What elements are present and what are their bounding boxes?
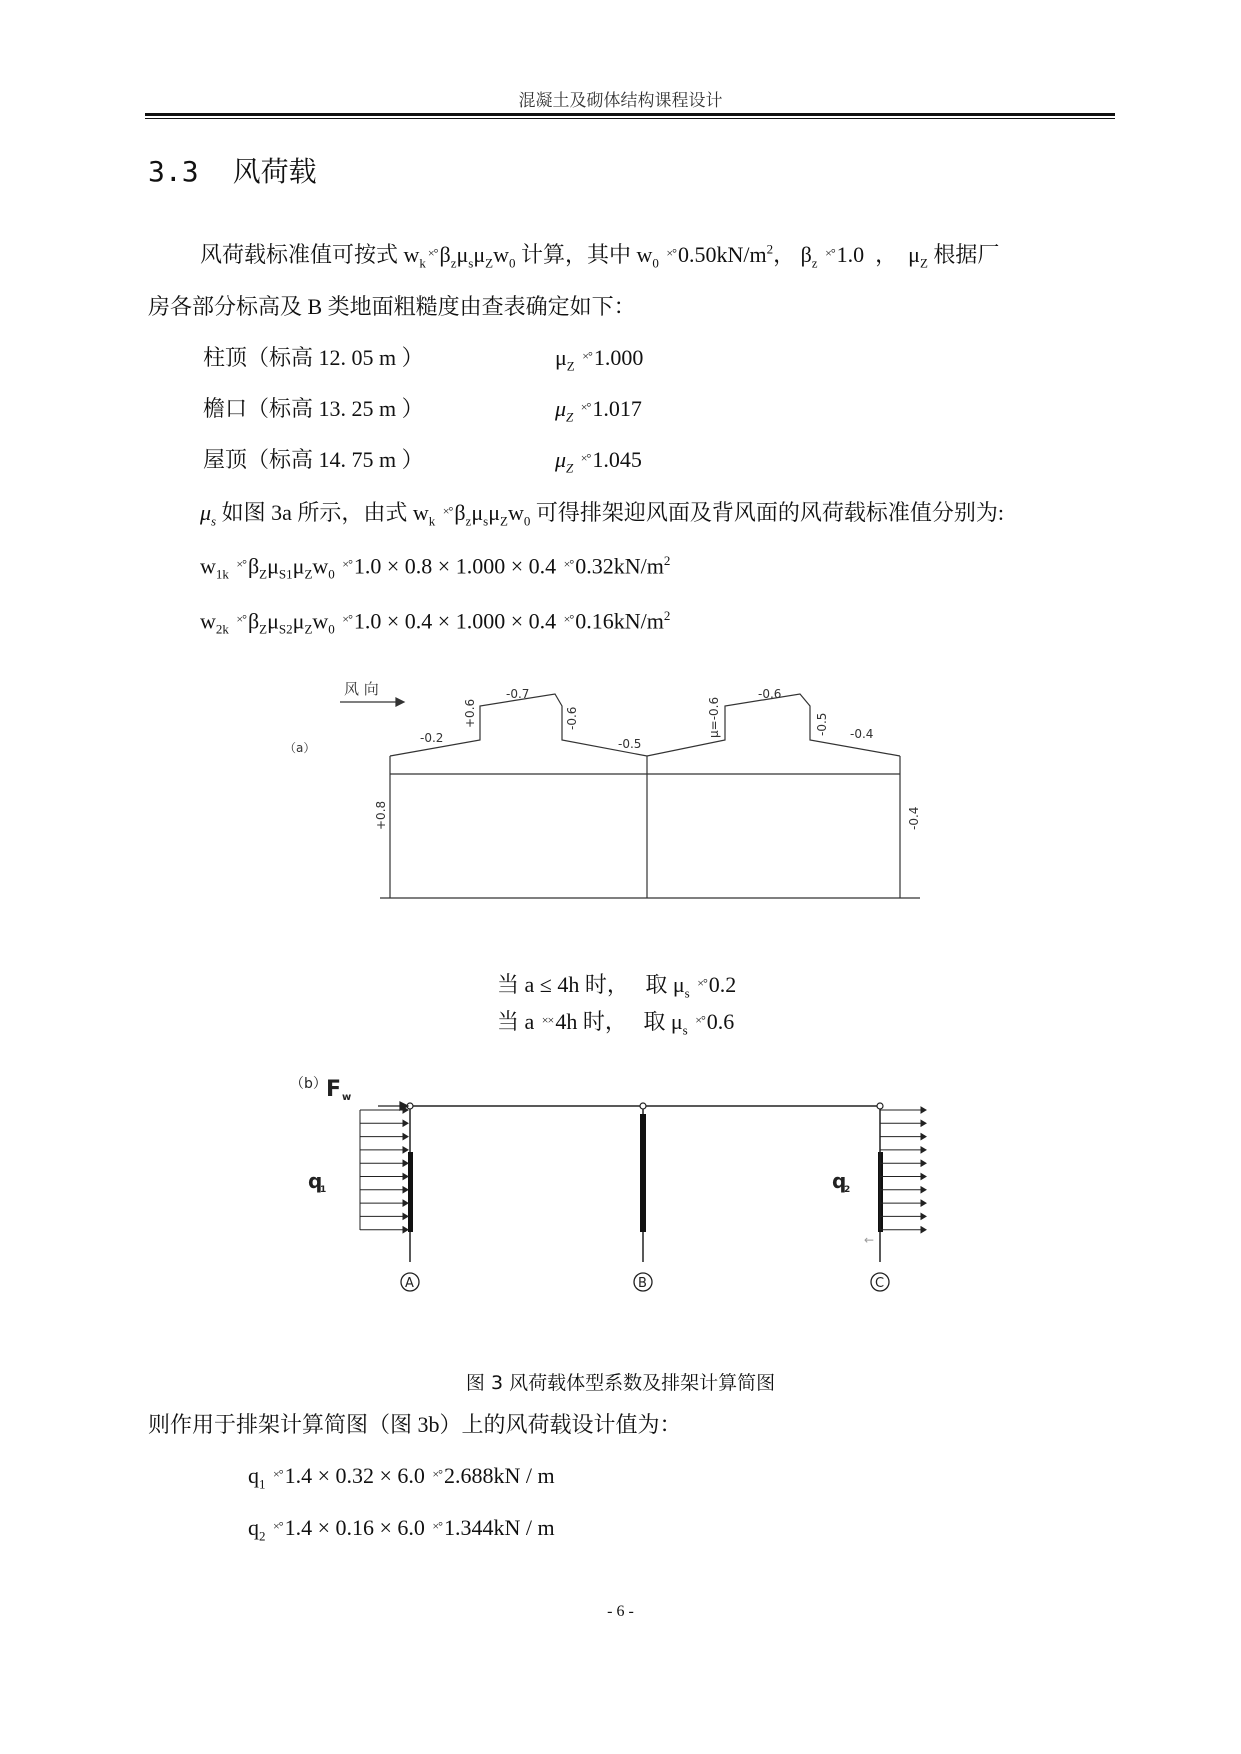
hinge-c: [877, 1103, 883, 1109]
q2-expression: 1.4 × 0.16 × 6.0: [284, 1515, 425, 1540]
axis-a-label: A: [405, 1276, 414, 1291]
column-a-lower: [408, 1152, 413, 1232]
q1-label: q: [308, 1169, 323, 1193]
load-arrowhead: [403, 1187, 408, 1193]
w2k-result: 0.16kN/m: [575, 608, 664, 634]
header-rule-thick: [145, 113, 1115, 116]
mu-z-row: 柱顶（标高 12. 05 m ） $\mu_Z$ ×°1.000: [203, 341, 643, 374]
beta-z-value: 1.0: [836, 242, 865, 267]
symbol-glyph: ×°: [236, 557, 246, 572]
load-arrowhead: [403, 1213, 408, 1219]
load-arrowhead: [921, 1213, 926, 1219]
mu-s-text-a: 如图 3a 所示，由式: [221, 500, 408, 525]
mu-z-row-label: 屋顶（标高 14. 75 m ）: [203, 447, 424, 472]
w1k-result: 0.32kN/m: [575, 553, 664, 579]
figure-caption: 图 3 风荷载体型系数及排架计算简图: [465, 1372, 776, 1394]
q2-label: q: [832, 1169, 847, 1193]
symbol-glyph: ×°: [580, 451, 591, 465]
load-arrowhead: [921, 1120, 926, 1126]
symbol-glyph: ×°: [432, 1467, 442, 1481]
header-rule-thin: [145, 118, 1115, 119]
load-arrowhead: [403, 1147, 408, 1153]
mu-z-row-label: 檐口（标高 13. 25 m ）: [203, 396, 424, 421]
hinge-b: [640, 1103, 646, 1109]
coef-c5: -0.5: [618, 737, 642, 751]
condition-2-take: 取: [643, 1009, 666, 1034]
condition-2-value: 0.6: [706, 1009, 735, 1034]
running-header: 混凝土及砌体结构课程设计: [518, 91, 723, 110]
symbol-glyph: ×°: [273, 1467, 283, 1481]
section-heading: [148, 150, 317, 190]
load-arrowhead: [403, 1227, 408, 1233]
mu-z-value: 1.000: [593, 345, 644, 370]
load-arrowhead: [403, 1200, 408, 1206]
coef-c1: -0.2: [420, 731, 444, 745]
mu-z-row: 檐口（标高 13. 25 m ） $\mu_Z$ ×°1.017: [203, 392, 642, 425]
intro-line-2: 房各部分标高及 B 类地面粗糙度由查表确定如下：: [148, 294, 636, 319]
w2k-formula: $w_{2k}$ $^{\times^\circ}\beta_Z\mu_{S2}\mu_Zw_0$ ×°1.0 × 0.4 × 1.000 × 0.4 $^{\times^\circ}0.16kN/m^2$: [200, 608, 671, 637]
load-q2-arrows: [880, 1107, 926, 1233]
coef-right-wall: -0.4: [907, 806, 921, 830]
q2-result: 1.344kN / m: [443, 1515, 555, 1540]
symbol-glyph: ×°: [563, 557, 574, 572]
symbol-glyph: ×°: [342, 612, 352, 627]
coef-c4: -0.6: [565, 706, 579, 730]
intro-line-1: 风荷载标准值可按式 $w_k^{\times^\circ}\beta_z\mu_s\mu_Zw_0$ 计算，其中 $w_0$ $^{\times^\circ}0.50kN/m^2$， $\beta_z$ ×°1.0 ， $\mu_Z$ 根据厂: [200, 241, 1000, 271]
condition-2-after: 4h 时，: [555, 1009, 627, 1034]
force-fw-arrow: [378, 1102, 408, 1110]
symbol-glyph: ××: [541, 1013, 554, 1027]
symbol-glyph: ×°: [666, 246, 676, 260]
q1-formula: $q_1$ ×°1.4 × 0.32 × 6.0 ×°2.688kN / m: [248, 1463, 555, 1492]
load-arrowhead: [921, 1200, 926, 1206]
condition-1: 当 a ≤ 4h 时， 取 $\mu_s$ ×°0.2: [497, 972, 737, 1001]
q1-label-sub: 1: [320, 1185, 327, 1195]
condition-1-value: 0.2: [708, 972, 737, 997]
condition-1-prefix: 当 a ≤ 4h 时，: [497, 972, 629, 997]
panel-label-a: （a）: [284, 741, 316, 755]
stray-mark: ←: [864, 1233, 875, 1247]
symbol-glyph: ×°: [236, 612, 246, 627]
symbol-glyph: ×°: [582, 349, 592, 363]
intro-text-c: 根据厂: [933, 242, 1000, 267]
panel-label-b: （b）: [290, 1076, 327, 1092]
section-title: 风荷载: [232, 155, 317, 188]
symbol-glyph: ×°: [695, 1013, 705, 1027]
force-label: F: [326, 1077, 342, 1102]
page-number: - 6 -: [607, 1603, 634, 1620]
w1k-formula: $w_{1k}$ $^{\times^\circ}\beta_Z\mu_{S1}\mu_Zw_0$ ×°1.0 × 0.8 × 1.000 × 0.4 $^{\times^\circ}0.32kN/m^2$: [200, 553, 671, 582]
figure-b-bent-frame: [290, 1070, 970, 1300]
mu-z-row-label: 柱顶（标高 12. 05 m ）: [203, 345, 424, 370]
symbol-glyph: ×°: [273, 1519, 283, 1533]
axis-b-label: B: [638, 1276, 647, 1291]
w2k-expression: 1.0 × 0.4 × 1.000 × 0.4: [353, 608, 557, 634]
mu-s-text-b: 可得排架迎风面及背风面的风荷载标准值分别为:: [535, 500, 1004, 525]
symbol-glyph: ×°: [563, 612, 574, 627]
q2-formula: $q_2$ ×°1.4 × 0.16 × 6.0 ×°1.344kN / m: [248, 1515, 555, 1544]
figure-a-shape-coefficients: [270, 670, 950, 910]
load-arrowhead: [403, 1160, 408, 1166]
coef-c8: -0.5: [815, 712, 829, 736]
section-number: 3.3: [148, 155, 199, 188]
coef-left-wall: +0.8: [374, 800, 388, 830]
wind-direction-label: 风 向: [344, 680, 379, 698]
intro-text-b: 计算，其中: [520, 242, 631, 267]
symbol-glyph: ×°: [825, 246, 835, 260]
load-arrowhead: [921, 1227, 926, 1233]
coef-c2: +0.6: [463, 698, 477, 728]
mu-z-value: 1.017: [592, 396, 642, 421]
condition-1-take: 取: [645, 972, 668, 997]
load-arrowhead: [921, 1147, 926, 1153]
w0-value: 0.50kN/m: [677, 242, 767, 267]
load-arrowhead: [403, 1134, 408, 1140]
symbol-glyph: ×°: [580, 400, 591, 414]
coef-c9: -0.4: [850, 727, 874, 741]
coef-c3: -0.7: [506, 687, 530, 701]
axis-c-label: C: [875, 1276, 885, 1291]
load-q1-arrows: [360, 1107, 408, 1233]
symbol-glyph: ×°: [432, 1519, 442, 1533]
mu-s-line: $\mu_s$ 如图 3a 所示，由式 $w_k$ $^{\times^\circ}\beta_z\mu_s\mu_Zw_0$ 可得排架迎风面及背风面的风荷载标准值分别为:: [200, 500, 1004, 529]
w1k-expression: 1.0 × 0.8 × 1.000 × 0.4: [353, 553, 557, 579]
design-line: 则作用于排架计算简图（图 3b）上的风荷载设计值为：: [148, 1412, 682, 1437]
coef-c7: -0.6: [758, 687, 782, 701]
q2-label-sub: 2: [844, 1185, 851, 1195]
symbol-glyph: ×°: [442, 504, 453, 518]
condition-2-prefix: 当 a: [497, 1009, 535, 1034]
mu-z-value: 1.045: [592, 447, 642, 472]
load-arrowhead: [921, 1134, 926, 1140]
coef-c6: μ=-0.6: [707, 696, 721, 738]
mu-z-row: 屋顶（标高 14. 75 m ） $\mu_Z$ ×°1.045: [203, 443, 642, 476]
q1-result: 2.688kN / m: [443, 1463, 555, 1488]
symbol-glyph: ×°: [427, 246, 438, 260]
load-arrowhead: [921, 1174, 926, 1180]
symbol-glyph: ×°: [697, 976, 707, 990]
symbol-glyph: ×°: [342, 557, 352, 572]
condition-2: 当 a ××4h 时， 取 $\mu_s$ ×°0.6: [497, 1009, 735, 1038]
load-arrowhead: [921, 1187, 926, 1193]
q1-expression: 1.4 × 0.32 × 6.0: [284, 1463, 425, 1488]
force-label-sub: w: [342, 1092, 352, 1103]
load-arrowhead: [921, 1160, 926, 1166]
column-b-lower: [640, 1114, 646, 1232]
load-arrowhead: [403, 1120, 408, 1126]
load-arrowhead: [921, 1107, 926, 1113]
intro-text-a: 风荷载标准值可按式: [200, 242, 399, 267]
load-arrowhead: [403, 1174, 408, 1180]
